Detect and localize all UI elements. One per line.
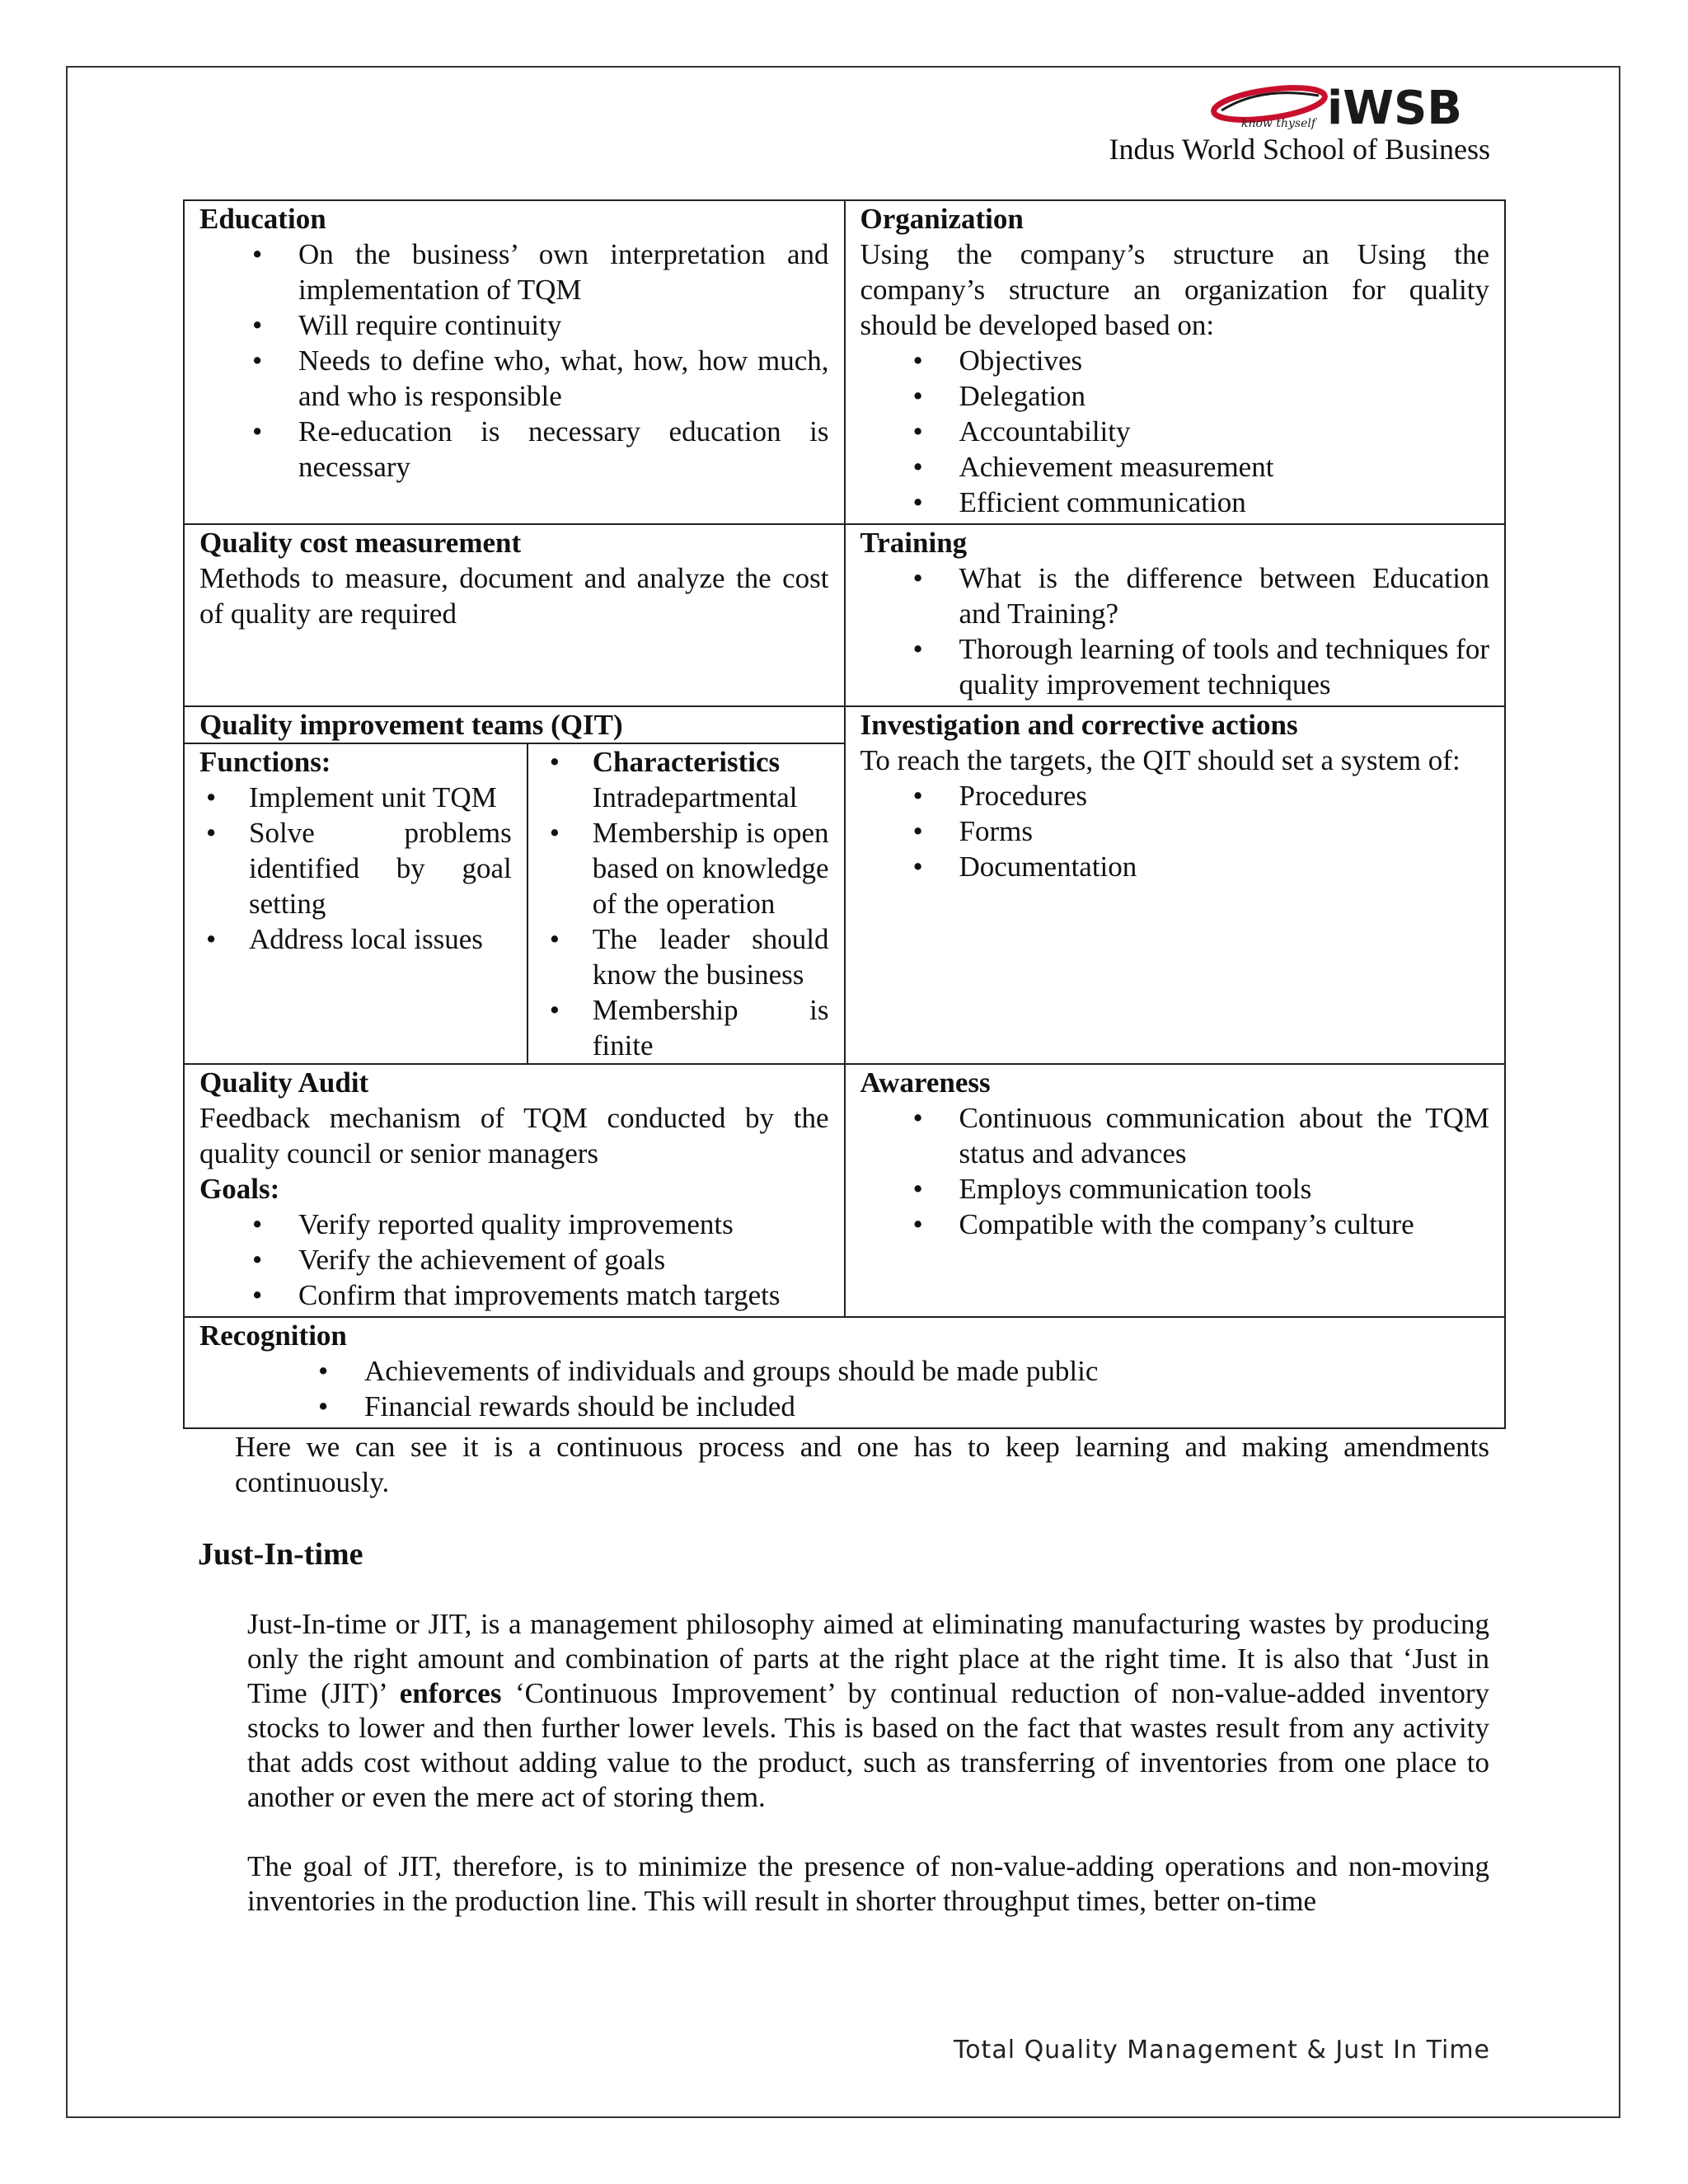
awareness-cell — [845, 1064, 1506, 1317]
goals-title: Goals: — [199, 1173, 280, 1205]
table-row — [184, 524, 1505, 706]
list-item: • Forms — [959, 813, 1490, 849]
list-item: • Compatible with the company’s culture — [959, 1207, 1490, 1242]
list-item: • Employs communication tools — [959, 1171, 1490, 1207]
audit-text: Feedback mechanism of TQM conducted by the quality council or senior managers — [199, 1102, 829, 1169]
list-item: • Verify reported quality improvements — [298, 1207, 829, 1242]
list-item — [593, 744, 829, 815]
jit-paragraph-1 — [247, 1607, 1489, 1815]
qit-title: Quality improvement teams (QIT) — [185, 707, 844, 744]
goals-list — [199, 1207, 829, 1313]
table-row — [184, 1317, 1505, 1428]
education-title: Education — [199, 203, 326, 235]
logo-wordmark: iWSB — [1327, 82, 1462, 132]
quality-cost-text: Methods to measure, document and analyze the cost of quality are required — [199, 562, 829, 630]
organization-intro: Using the company’s structure an Using the company’s structure an organization for quality should be developed based on: — [860, 238, 1489, 341]
list-item: • Financial rewards should be included — [364, 1389, 1489, 1424]
characteristics-first: Intradepartmental — [592, 781, 798, 813]
organization-title: Organization — [860, 203, 1024, 235]
education-cell — [184, 200, 845, 524]
audit-cell — [184, 1064, 845, 1317]
qit-subtable — [185, 744, 844, 1063]
list-item: • Re-education is necessary education is necessary — [298, 414, 829, 485]
list-item: • Verify the achievement of goals — [298, 1242, 829, 1277]
list-item: • Documentation — [959, 849, 1490, 884]
organization-cell — [845, 200, 1506, 524]
jit-p1-after: ‘Continuous Improvement’ by continual reduction of non-value-added inventory stocks to lower and then further lower levels. This is based on the fact that wastes result from any activity that adds cost without adding value to the product, such as transferring of inventories from one place to another or even the mere act of storing them. — [247, 1677, 1490, 1813]
jit-paragraph-2: The goal of JIT, therefore, is to minimize the presence of non-value-adding operations and non-moving inventories in the production line. This will result in shorter throughput times, better on-time — [247, 1850, 1489, 1917]
list-item: • Achievement measurement — [959, 449, 1490, 485]
training-cell — [845, 524, 1506, 706]
table-row — [184, 200, 1505, 524]
investigation-list — [860, 778, 1490, 884]
section-heading-jit: Just-In-time — [198, 1537, 363, 1572]
list-item: • On the business’ own interpretation and implementation of TQM — [298, 237, 829, 307]
investigation-title: Investigation and corrective actions — [860, 709, 1298, 741]
functions-title: Functions: — [199, 746, 331, 778]
list-item: • Membership is finite — [593, 992, 829, 1063]
quality-cost-cell — [184, 524, 845, 706]
iwsb-logo — [1203, 79, 1492, 132]
awareness-title: Awareness — [860, 1066, 991, 1099]
logo-tagline: know thyself — [1241, 117, 1316, 130]
list-item: • Confirm that improvements match targets — [298, 1277, 829, 1313]
list-item: • Delegation — [959, 378, 1490, 414]
table-row — [184, 706, 1505, 1064]
continuous-process-text: Here we can see it is a continuous process and one has to keep learning and making amendments continuously. — [235, 1431, 1489, 1498]
table-row — [184, 1064, 1505, 1317]
investigation-intro: To reach the targets, the QIT should set a system of: — [860, 744, 1461, 776]
education-list — [199, 237, 829, 485]
functions-list — [199, 780, 512, 957]
training-list — [860, 560, 1490, 702]
jit-p1-before: Just-In-time or JIT, is a management philosophy aimed at eliminating manufacturing wastes by producing only the right amount and combination of parts at the right place at the right time. It is also that ‘Just in Time (JIT)’ — [247, 1608, 1489, 1709]
list-item: • Procedures — [959, 778, 1490, 813]
quality-cost-title: Quality cost measurement — [199, 527, 522, 559]
list-item: • Continuous communication about the TQM status and advances — [959, 1100, 1490, 1171]
qit-characteristics — [528, 744, 844, 1063]
list-item: • Achievements of individuals and groups should be made public — [364, 1353, 1489, 1389]
school-name: Indus World School of Business — [1109, 133, 1490, 166]
investigation-cell — [845, 706, 1506, 1064]
awareness-list — [860, 1100, 1490, 1242]
list-item: • Solve problems identified by goal setting — [249, 815, 512, 921]
recognition-title: Recognition — [199, 1319, 347, 1352]
list-item: • The leader should know the business — [593, 921, 829, 992]
list-item: • Objectives — [959, 343, 1490, 378]
list-item: • Address local issues — [249, 921, 512, 957]
recognition-list — [199, 1353, 1489, 1424]
page-footer: Total Quality Management & Just In Time — [953, 2036, 1490, 2064]
recognition-cell — [184, 1317, 1505, 1428]
list-item: • Accountability — [959, 414, 1490, 449]
audit-title: Quality Audit — [199, 1066, 369, 1099]
qit-functions — [185, 744, 528, 1063]
characteristics-list — [543, 744, 844, 1063]
tqm-elements-table — [183, 199, 1506, 1429]
list-item: • Efficient communication — [959, 485, 1490, 520]
list-item: • Membership is open based on knowledge of the operation — [593, 815, 829, 921]
list-item: • Will require continuity — [298, 307, 829, 343]
qit-cell — [184, 706, 845, 1064]
characteristics-title: Characteristics — [592, 746, 781, 778]
list-item: • Needs to define who, what, how, how much, and who is responsible — [298, 343, 829, 414]
training-title: Training — [860, 527, 968, 559]
list-item: • Implement unit TQM — [249, 780, 512, 815]
jit-p1-bold: enforces — [399, 1677, 502, 1709]
list-item: • Thorough learning of tools and techniques for quality improvement techniques — [959, 631, 1490, 702]
list-item: • What is the difference between Education and Training? — [959, 560, 1490, 631]
organization-list — [860, 343, 1490, 520]
